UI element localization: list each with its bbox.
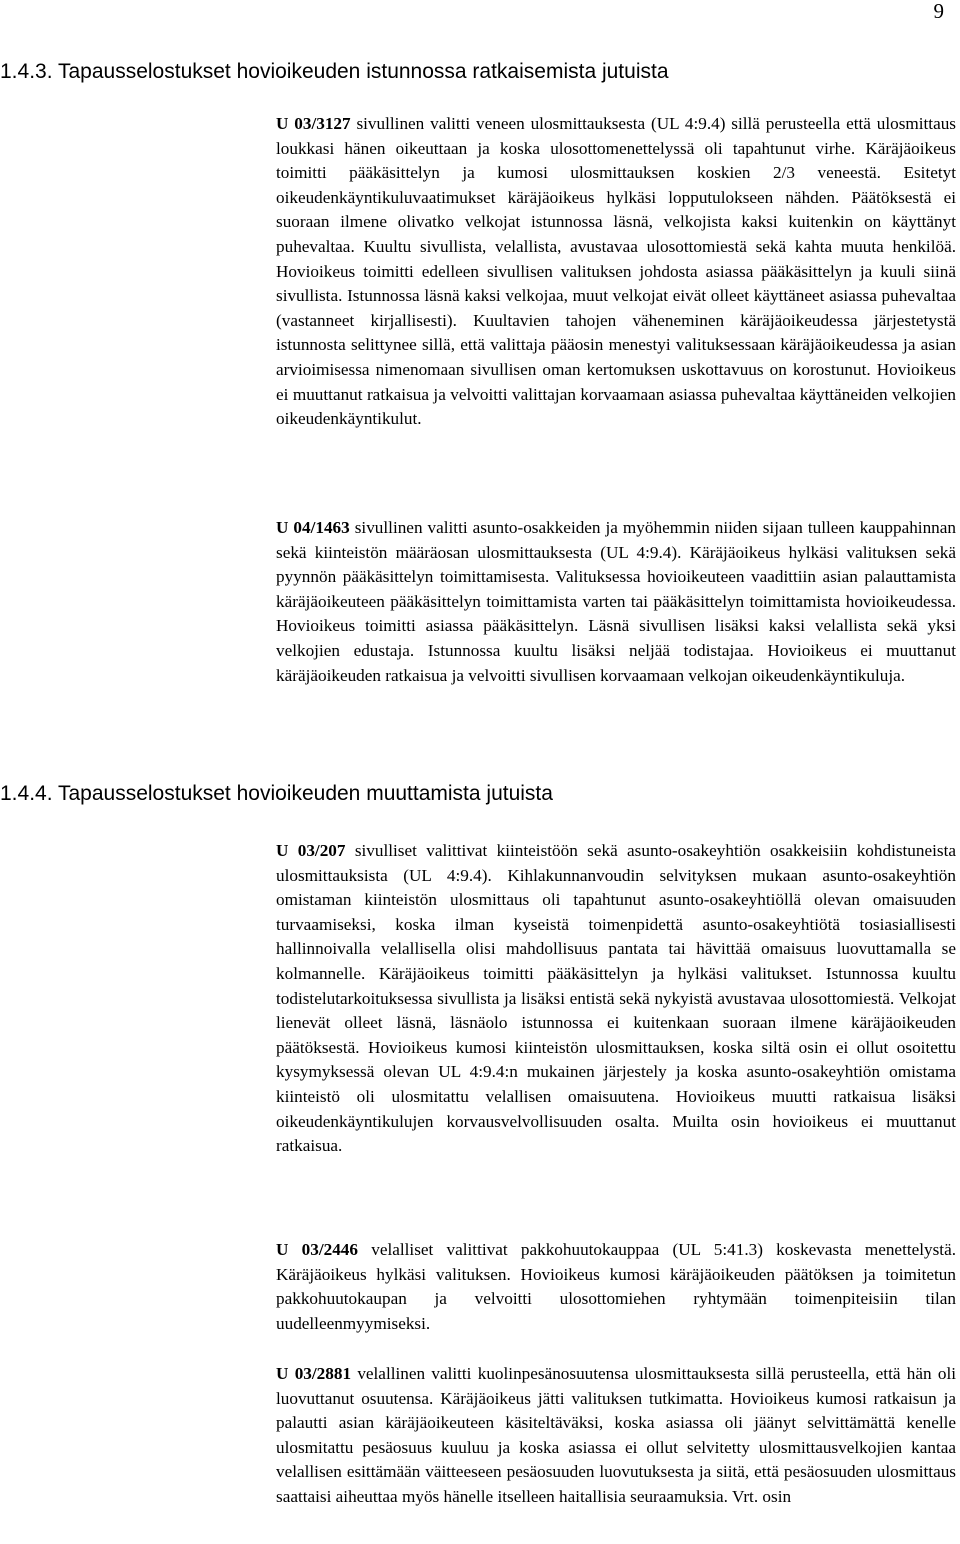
case-paragraph — [276, 839, 956, 1159]
section-heading-1-4-4: 1.4.4. Tapausselostukset hovioikeuden muuttamista jutuista — [0, 782, 553, 805]
page-number: 9 — [933, 0, 944, 23]
case-text: sivullinen valitti asunto-osakkeiden ja myöhemmin niiden sijaan tulleen kauppahinnan sekä kiinteistön määräosan ulosmittauksesta (UL 4:9.4). Käräjäoikeus hylkäsi valituksen sekä pyynnön pääkäsittelyn toimittamisesta. Valituksessa hovioikeuteen vaadittiin asian palauttamista käräjäoikeuteen pääkäsittelyn toimittamista varten tai pääkäsittelyn toimittamista hovioikeudessa. Hovioikeus toimitti asiassa pääkäsittelyn. Läsnä sivullisen lisäksi kaksi velallista sekä yksi velkojien edustaja. Istunnossa kuultu lisäksi neljää todistajaa. Hovioikeus ei muuttanut käräjäoikeuden ratkaisua ja velvoitti sivullisen korvaamaan velkojan oikeudenkäyntikuluja. — [276, 518, 956, 685]
case-text: velalliset valittivat pakkohuutokauppaa (UL 5:41.3) koskevasta menettelystä. Käräjäoikeus hylkäsi valituksen. Hovioikeus kumosi käräjäoikeuden päätöksen ja toimitetun pakkohuutokaupan ja velvoitti ulosottomiehen ryhtymään toimenpiteisiin tilan uudelleenmyymiseksi. — [276, 1240, 957, 1333]
case-paragraph — [276, 112, 956, 432]
section-heading-1-4-3: 1.4.3. Tapausselostukset hovioikeuden istunnossa ratkaisemista jutuista — [0, 60, 669, 83]
case-paragraph — [276, 1362, 956, 1510]
case-id: U 03/207 — [276, 841, 346, 860]
case-id: U 03/2881 — [276, 1364, 352, 1383]
case-paragraph — [276, 1238, 956, 1336]
case-text: sivulliset valittivat kiinteistöön sekä asunto-osakeyhtiön osakkeisiin kohdistuneista ulosmittauksista (UL 4:9.4). Kihlakunnanvoudin selvityksen mukaan asunto-osakeyhtiön omistaman kiinteistön ulosmittaus oli tapahtunut asunto-osakeyhtiöllä olevan omaisuuden turvaamiseksi, koska ilman kyseistä toimenpidettä asunto-osakeyhtiötä tosiasiallisesti hallinnoivalla velallisella olisi mahdollisuus pantata tai hävittää omaisuus luovuttamalla se kolmannelle. Käräjäoikeus toimitti pääkäsittelyn ja hylkäsi valitukset. Istunnossa kuultu todistelutarkoituksessa sivullista ja lisäksi entistä sekä nykyistä avustavaa ulosottomiestä. Velkojat lienevät olleet läsnä, läsnäolo istunnossa ei kuitenkaan suoraan ilmene käräjäoikeuden päätöksestä. Hovioikeus kumosi kiinteistön ulosmittauksen, koska siltä osin ei ollut osoitettu kysymyksessä olevan UL 4:9.4:n mukainen järjestely ja koska asunto-osakeyhtiön omistama kiinteistö oli ulosmitattu velallisen omaisuutena. Hovioikeus muutti ratkaisua lisäksi oikeudenkäyntikulujen korvausvelvollisuuden osalta. Muilta osin hovioikeus ei muuttanut ratkaisua. — [276, 841, 956, 1156]
case-text: velallinen valitti kuolinpesänosuutensa ulosmittauksesta sillä perusteella, että hän oli luovuttanut osuutensa. Käräjäoikeus jätti valituksen tutkimatta. Hovioikeus kumosi ratkaisun ja palautti asian käräjäoikeuteen käsiteltäväksi, koska asiassa oli jäänyt selvittämättä kenelle ulosmitattu pesäosuus kuuluu ja koska asiassa ei ollut selvitetty ulosmittausvelkojien kantaa velallisen esittämään väitteeseen pesäosuuden luovutuksesta ja siitä, että pesäosuuden ulosmittaus saattaisi aiheuttaa myös hänelle itselleen haitallisia seuraamuksia. Vrt. osin — [276, 1364, 956, 1506]
case-id: U 03/3127 — [276, 114, 351, 133]
case-text: sivullinen valitti veneen ulosmittauksesta (UL 4:9.4) sillä perusteella että ulosmittaus loukkasi hänen oikeuttaan ja koska ulosottomenettelyssä oli tapahtunut virhe. Käräjäoikeus toimitti pääkäsittelyn ja kumosi ulosmittauksen koskien 2/3 veneestä. Esitetyt oikeudenkäyntikuluvaatimukset käräjäoikeus hylkäsi lopputulokseen nähden. Päätöksestä ei suoraan ilmene olivatko velkojat istunnossa läsnä, velkojista kaksi kuitenkin on käyttänyt puhevaltaa. Kuultu sivullista, velallista, avustavaa ulosottomiestä sekä kahta muuta henkilöä. Hovioikeus toimitti edelleen sivullisen valituksen johdosta asiassa pääkäsittelyn ja kuuli siinä sivullista. Istunnossa läsnä kaksi velkojaa, muut velkojat eivät olleet käyttäneet asiassa puhevaltaa (vastanneet kirjallisesti). Kuultavien tahojen väheneminen käräjäoikeudessa järjestetystä istunnosta selittynee sillä, että valittaja pääosin menestyi valituksessaan käräjäoikeudessa ja asian arvioimisessa nimenomaan sivullisen oman kertomuksen uskottavuus on korostunut. Hovioikeus ei muuttanut ratkaisua ja velvoitti valittajan korvaamaan asiassa puhevaltaa käyttäneiden velkojien oikeudenkäyntikulut. — [276, 114, 956, 429]
case-paragraph — [276, 516, 956, 688]
case-id: U 03/2446 — [276, 1240, 358, 1259]
case-id: U 04/1463 — [276, 518, 350, 537]
